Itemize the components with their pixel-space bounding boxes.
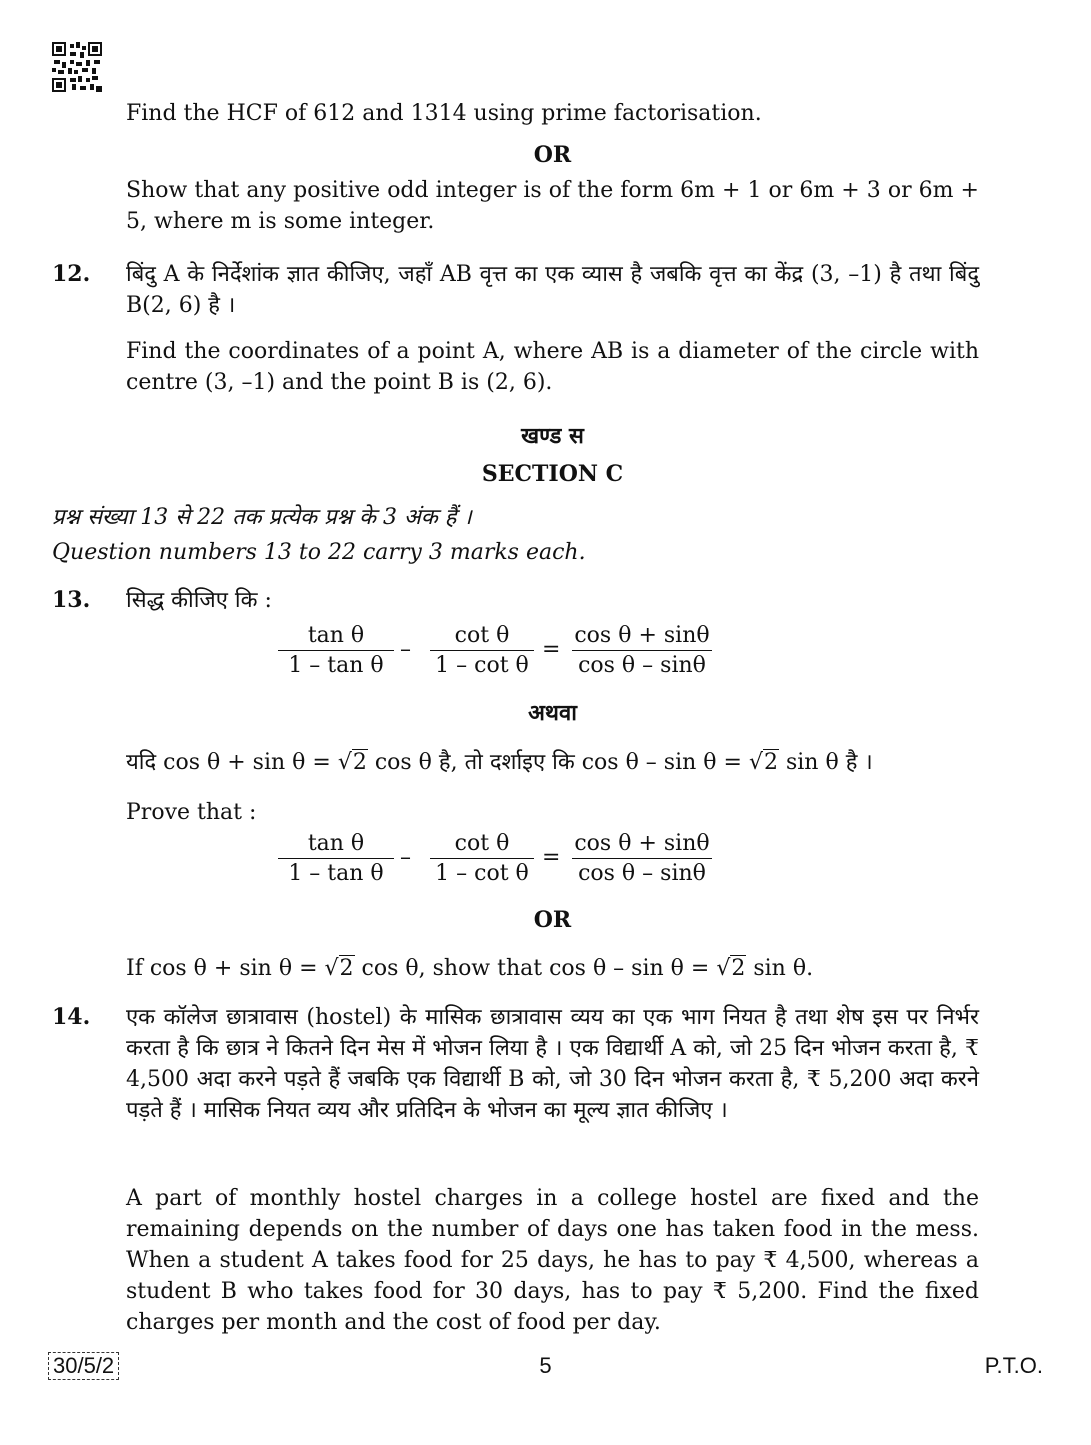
section-note-hindi: प्रश्न संख्या 13 से 22 तक प्रत्येक प्रश्न के 3 अंक हैं । — [52, 505, 472, 530]
q12-number: 12. — [52, 261, 91, 287]
q14-english: A part of monthly hostel charges in a college hostel are fixed and the remaining depends on the number of days one has taken food in the mess. When a student A takes food for 25 days, he has to pay ₹ 4,500, whereas a student B who takes food for 30 days, has to pay ₹ 5,200. Find the fixed charges per month and the cost of food per day. — [126, 1186, 979, 1335]
paper-code: 30/5/2 — [48, 1352, 119, 1380]
fraction: $\frac{\text{cos θ + sinθ}}{\text{cos θ – sinθ}}$ — [572, 622, 712, 679]
sqrt-symbol: √2 — [716, 956, 746, 981]
sqrt-symbol: √2 — [337, 750, 367, 775]
page-number: 5 — [539, 1353, 552, 1378]
q13-equation-hindi: $\frac{\text{tan θ}}{\text{1 – tan θ}}$ – $\frac{\text{cot θ}}{\text{1 – cot θ}}$ = $\frac{\text{cos θ + sinθ}}{\text{cos θ – sinθ}}$ — [270, 622, 720, 684]
fraction: $\frac{\text{cot θ}}{\text{1 – cot θ}}$ — [430, 622, 534, 679]
q11-text: Find the HCF of 612 and 1314 using prime factorisation. — [126, 101, 762, 126]
q13-or-hindi: अथवा — [528, 700, 577, 726]
q11-or: OR — [533, 142, 572, 168]
q14-number: 14. — [52, 1004, 91, 1030]
q13-alt-hindi: यदि cos θ + sin θ = √2 cos θ है, तो दर्शाइए कि cos θ – sin θ = √2 sin θ है । — [126, 747, 979, 778]
fraction: $\frac{\text{cot θ}}{\text{1 – cot θ}}$ — [430, 830, 534, 887]
fraction: $\frac{\text{tan θ}}{\text{1 – tan θ}}$ — [278, 830, 394, 887]
q12-english: Find the coordinates of a point A, where AB is a diameter of the circle with centre (3, –1) and the point B is (2, 6). — [126, 339, 979, 395]
q13-prove-hindi: सिद्ध कीजिए कि : — [126, 588, 272, 613]
section-title-hindi: खण्ड स — [521, 423, 584, 449]
q13-alt-english: If cos θ + sin θ = √2 cos θ, show that cos θ – sin θ = √2 sin θ. — [126, 953, 979, 984]
q14-hindi: एक कॉलेज छात्रावास (hostel) के मासिक छात्रावास व्यय का एक भाग नियत है तथा शेष इस पर निर्भर करता है कि छात्र ने कितने दिन मेस में भोजन लिया है । एक विद्यार्थी A को, जो 25 दिन भोजन करता है, ₹ 4,500 अदा करने पड़ते हैं जबकि एक विद्यार्थी B को, जो 30 दिन भोजन करता है, ₹ 5,200 अदा करने पड़ते हैं । मासिक नियत व्यय और प्रतिदिन के भोजन का मूल्य ज्ञात कीजिए । — [126, 1005, 979, 1123]
section-note: Question numbers 13 to 22 carry 3 marks each. — [52, 540, 586, 565]
q13-prove-english: Prove that : — [126, 800, 257, 825]
sqrt-symbol: √2 — [324, 956, 354, 981]
qr-code-icon — [52, 42, 102, 92]
q12-hindi: बिंदु A के निर्देशांक ज्ञात कीजिए, जहाँ AB वृत्त का एक व्यास है जबकि वृत्त का केंद्र (3, –1) है तथा बिंदु B(2, 6) है । — [126, 262, 979, 318]
q11-alt-text: Show that any positive odd integer is of the form 6m + 1 or 6m + 3 or 6m + 5, where m is some integer. — [126, 178, 979, 234]
q13-equation-english: $\frac{\text{tan θ}}{\text{1 – tan θ}}$ – $\frac{\text{cot θ}}{\text{1 – cot θ}}$ = $\frac{\text{cos θ + sinθ}}{\text{cos θ – sinθ}}$ — [270, 830, 720, 892]
fraction: $\frac{\text{tan θ}}{\text{1 – tan θ}}$ — [278, 622, 394, 679]
sqrt-symbol: √2 — [748, 750, 778, 775]
fraction: $\frac{\text{cos θ + sinθ}}{\text{cos θ – sinθ}}$ — [572, 830, 712, 887]
section-title: SECTION C — [481, 461, 624, 487]
q13-or: OR — [533, 907, 572, 933]
pto-label: P.T.O. — [984, 1353, 1043, 1378]
q13-number: 13. — [52, 587, 91, 613]
